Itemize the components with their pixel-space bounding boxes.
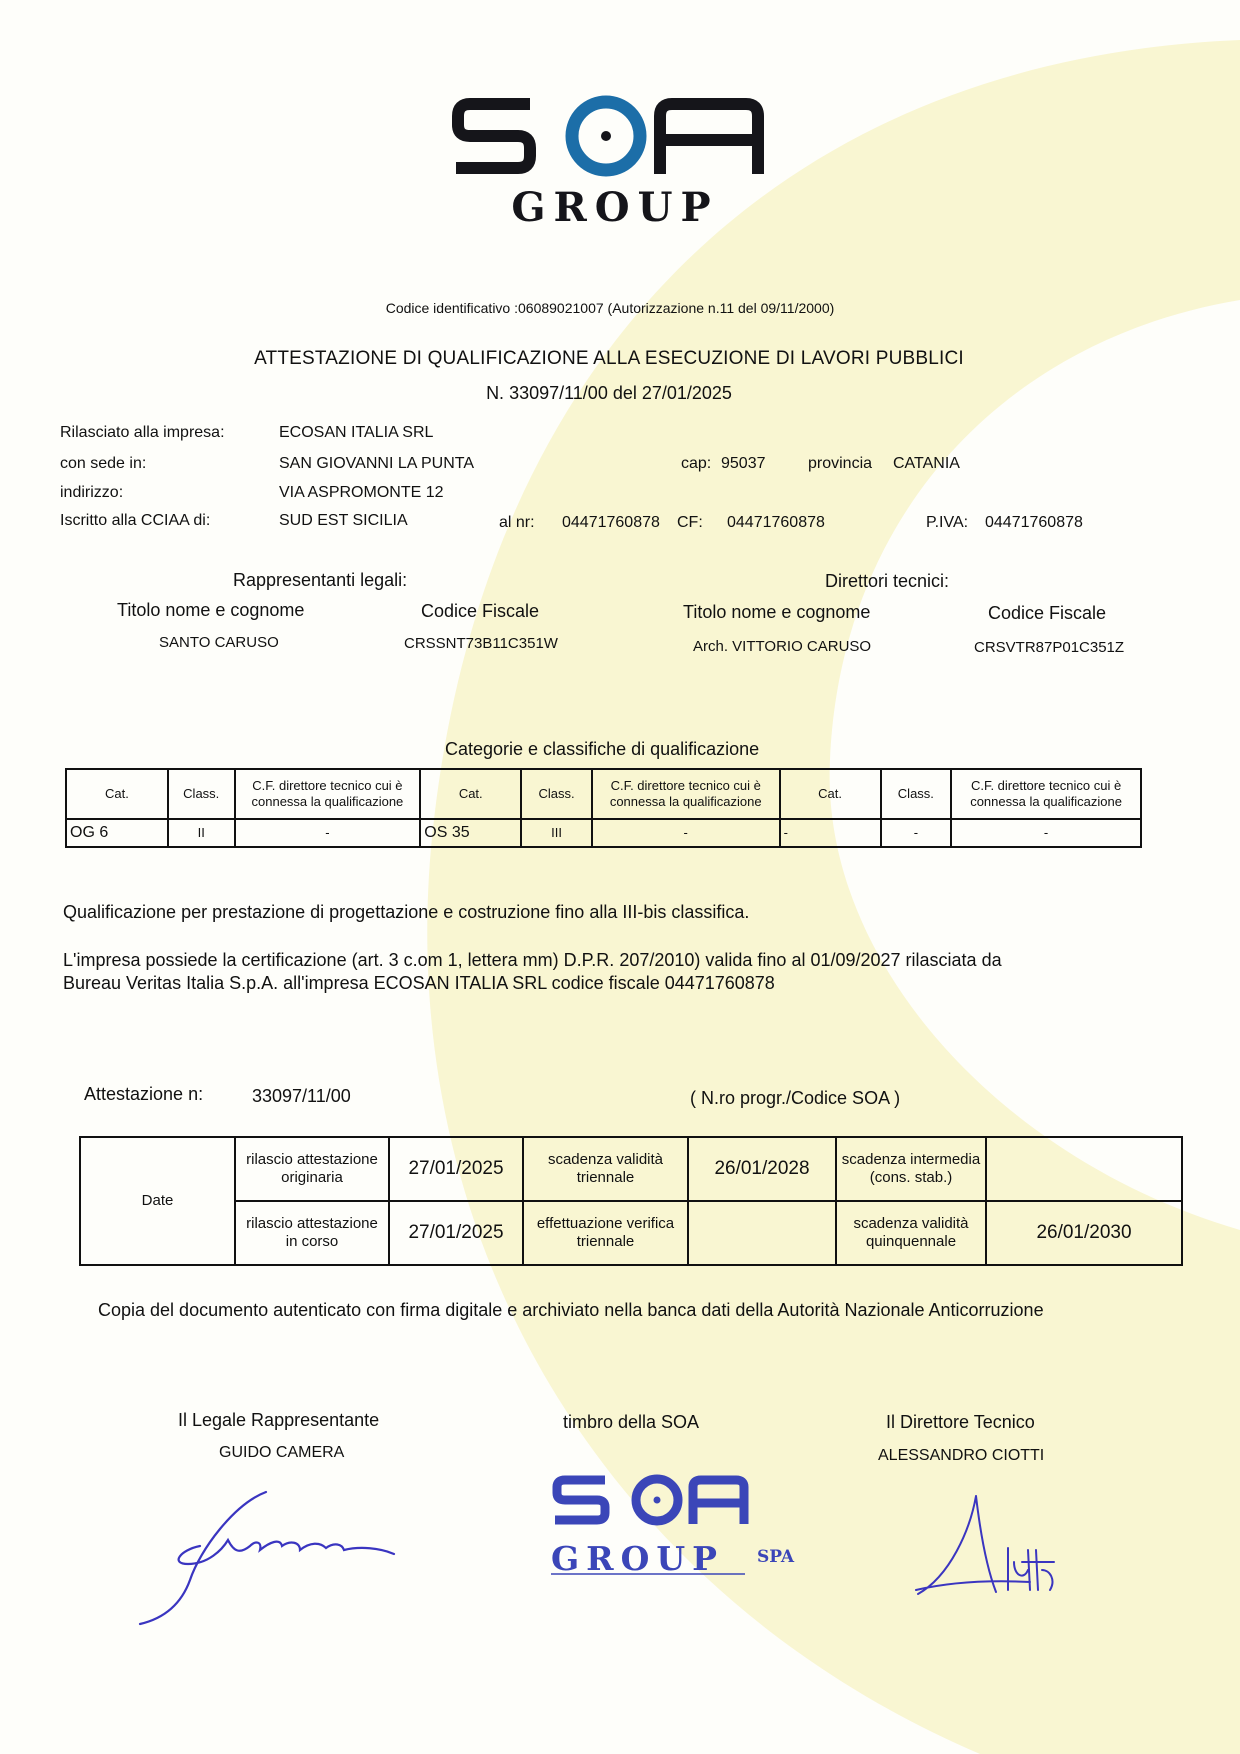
- label-impresa: Rilasciato alla impresa:: [60, 424, 225, 441]
- tech-director-cf: CRSVTR87P01C351Z: [974, 639, 1125, 656]
- class-3-value: -: [881, 819, 952, 847]
- tech-cf-header: Codice Fiscale: [988, 603, 1107, 623]
- page-title: ATTESTAZIONE DI QUALIFICAZIONE ALLA ESECUZIONE DI LAVORI PUBBLICI: [254, 348, 964, 369]
- scadenza-quinquennale-value: 26/01/2030: [986, 1201, 1182, 1265]
- legal-rep-signature: [130, 1480, 410, 1630]
- tech-director-name: Arch. VITTORIO CARUSO: [693, 638, 872, 655]
- value-cf: 04471760878: [727, 514, 825, 531]
- cat-1-value: OG 6: [66, 819, 168, 847]
- cf-3-value: -: [951, 819, 1141, 847]
- tech-director-signature: [910, 1490, 1070, 1610]
- value-sede: SAN GIOVANNI LA PUNTA: [279, 455, 475, 472]
- value-cap: 95037: [721, 455, 766, 472]
- stamp-dot: [654, 1497, 661, 1504]
- verifica-value: [688, 1201, 836, 1265]
- col-class-3: Class.: [881, 769, 952, 819]
- categories-header-row: [66, 769, 1141, 819]
- class-2-value: III: [521, 819, 592, 847]
- cf-1-value: -: [235, 819, 421, 847]
- logo-letter-a: [660, 104, 758, 174]
- col-cf-3: C.F. direttore tecnico cui è connessa la qualificazione: [951, 769, 1141, 819]
- stamp-title: timbro della SOA: [563, 1412, 700, 1432]
- stamp-letter-s: [555, 1480, 605, 1520]
- legal-signature-stroke: [140, 1492, 394, 1624]
- legal-signature-title: Il Legale Rappresentante: [178, 1410, 380, 1430]
- certification-line-2: Bureau Veritas Italia S.p.A. all'impresa ECOSAN ITALIA SRL codice fiscale 04471760878: [63, 973, 775, 993]
- tech-directors-heading: Direttori tecnici:: [825, 571, 950, 591]
- stamp-group-text: GROUP: [551, 1539, 724, 1578]
- col-cat-1: Cat.: [66, 769, 168, 819]
- value-impresa: ECOSAN ITALIA SRL: [279, 424, 434, 441]
- col-cf-2: C.F. direttore tecnico cui è connessa la qualificazione: [592, 769, 780, 819]
- tech-signature-stroke: [916, 1496, 1054, 1594]
- dates-row-2: [80, 1201, 1182, 1265]
- label-piva: P.IVA:: [926, 514, 969, 531]
- dates-label: Date: [80, 1137, 235, 1265]
- value-alnr: 04471760878: [562, 514, 660, 531]
- categories-data-row: [66, 819, 1141, 847]
- dates-row-1: [80, 1137, 1182, 1201]
- rilascio-originaria-value: 27/01/2025: [389, 1137, 523, 1201]
- value-piva: 04471760878: [985, 514, 1083, 531]
- logo-dot: [601, 131, 611, 141]
- col-cf-1: C.F. direttore tecnico cui è connessa la qualificazione: [235, 769, 421, 819]
- rilascio-corso-value: 27/01/2025: [389, 1201, 523, 1265]
- tech-signature-name: ALESSANDRO CIOTTI: [878, 1447, 1045, 1464]
- legal-rep-cf: CRSSNT73B11C351W: [404, 635, 558, 652]
- attestazione-note: ( N.ro progr./Codice SOA ): [690, 1088, 901, 1108]
- copy-note: Copia del documento autenticato con firma digitale e archiviato nella banca dati della Autorità Nazionale Anticorruzione: [98, 1300, 1044, 1320]
- scadenza-triennale-value: 26/01/2028: [688, 1137, 836, 1201]
- verifica-label: effettuazione verifica triennale: [523, 1201, 688, 1265]
- scadenza-triennale-label: scadenza validità triennale: [523, 1137, 688, 1201]
- scadenza-intermedia-value: [986, 1137, 1182, 1201]
- label-provincia: provincia: [808, 455, 873, 472]
- stamp-spa-text: SPA: [757, 1547, 795, 1567]
- class-1-value: II: [168, 819, 235, 847]
- label-sede: con sede in:: [60, 455, 147, 472]
- cat-2-value: OS 35: [420, 819, 521, 847]
- certification-line-1: L'impresa possiede la certificazione (art. 3 c.om 1, lettera mm) D.P.R. 207/2010) valida fino al 01/09/2027 rilasciata da: [63, 950, 1002, 970]
- attestation-number-line: N. 33097/11/00 del 27/01/2025: [486, 383, 732, 403]
- rilascio-corso-label: rilascio attestazione in corso: [235, 1201, 389, 1265]
- legal-signature-name: GUIDO CAMERA: [219, 1444, 345, 1461]
- label-ccia: Iscritto alla CCIAA di:: [60, 512, 211, 529]
- rilascio-originaria-label: rilascio attestazione originaria: [235, 1137, 389, 1201]
- value-ccia: SUD EST SICILIA: [279, 512, 408, 529]
- tech-name-header: Titolo nome e cognome: [683, 602, 871, 622]
- stamp-letter-a: [693, 1480, 744, 1524]
- scadenza-quinquennale-label: scadenza validità quinquennale: [836, 1201, 986, 1265]
- logo-letter-s: [456, 104, 530, 168]
- legal-rep-name: SANTO CARUSO: [159, 634, 279, 651]
- col-cat-3: Cat.: [780, 769, 881, 819]
- soa-stamp: [545, 1470, 815, 1580]
- value-indirizzo: VIA ASPROMONTE 12: [279, 484, 444, 501]
- col-cat-2: Cat.: [420, 769, 521, 819]
- label-indirizzo: indirizzo:: [60, 484, 124, 501]
- value-provincia: CATANIA: [893, 455, 960, 472]
- legal-reps-heading: Rappresentanti legali:: [233, 570, 408, 590]
- dates-table: [79, 1136, 1183, 1266]
- legal-cf-header: Codice Fiscale: [421, 601, 540, 621]
- code-line: Codice identificativo :06089021007 (Autorizzazione n.11 del 09/11/2000): [385, 300, 835, 316]
- col-class-2: Class.: [521, 769, 592, 819]
- categories-table: [65, 768, 1142, 848]
- logo-group-text: GROUP: [511, 184, 719, 228]
- label-cf: CF:: [677, 514, 703, 531]
- scadenza-intermedia-label: scadenza intermedia (cons. stab.): [836, 1137, 986, 1201]
- legal-name-header: Titolo nome e cognome: [117, 600, 305, 620]
- soa-group-logo: [450, 78, 780, 228]
- categories-heading: Categorie e classifiche di qualificazione: [445, 739, 760, 759]
- progettazione-note: Qualificazione per prestazione di progettazione e costruzione fino alla III-bis classifica.: [63, 902, 750, 922]
- tech-signature-title: Il Direttore Tecnico: [886, 1412, 1035, 1432]
- attestazione-number: 33097/11/00: [252, 1086, 351, 1106]
- col-class-1: Class.: [168, 769, 235, 819]
- label-cap: cap:: [681, 455, 712, 472]
- attestazione-label: Attestazione n:: [84, 1084, 204, 1104]
- cat-3-value: -: [780, 819, 881, 847]
- label-alnr: al nr:: [499, 514, 535, 531]
- cf-2-value: -: [592, 819, 780, 847]
